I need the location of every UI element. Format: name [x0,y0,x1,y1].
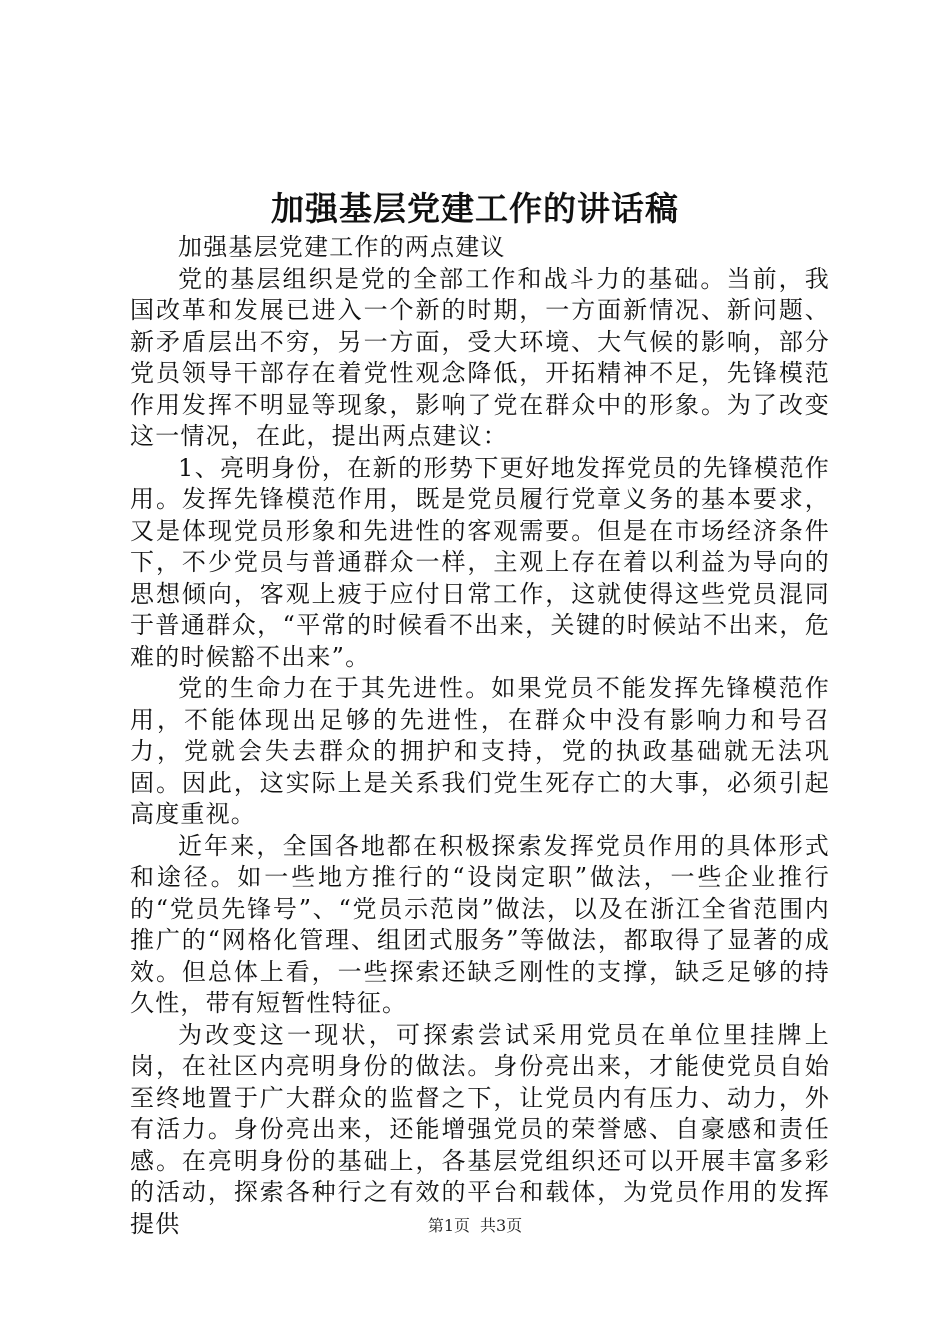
document-title: 加强基层党建工作的讲话稿 [271,189,679,228]
paragraph-intro: 党的基层组织是党的全部工作和战斗力的基础。当前，我国改革和发展已进入一个新的时期，一方面新情况、新问题、新矛盾层出不穷，另一方面，受大环境、大气候的影响，部分党员领导干部存在着党性观念降低，开拓精神不足，先锋模范作用发挥不明显等现象，影响了党在群众中的形象。为了改变这一情况，在此，提出两点建议： [130,264,830,450]
document-body [130,232,830,1240]
page-total: 共3页 [480,1216,523,1235]
page-number: 第1页 [427,1216,470,1235]
paragraph-vitality: 党的生命力在于其先进性。如果党员不能发挥先锋模范作用，不能体现出足够的先进性，在群众中没有影响力和号召力，党就会失去群众的拥护和支持，党的执政基础就无法巩固。因此，这实际上是关系我们党生死存亡的大事，必须引起高度重视。 [130,674,830,828]
paragraph-recent-years: 近年来，全国各地都在积极探索发挥党员作用的具体形式和途径。如一些地方推行的“设岗定职”做法，一些企业推行的“党员先锋号”、“党员示范岗”做法，以及在浙江全省范围内推广的“网格化管理、组团式服务”等做法，都取得了显著的成效。但总体上看，一些探索还缺乏刚性的支撑，缺乏足够的持久性，带有短暂性特征。 [130,831,830,1017]
section-subtitle: 加强基层党建工作的两点建议 [178,233,506,261]
page-footer [0,1214,950,1238]
paragraph-proposal: 为改变这一现状，可探索尝试采用党员在单位里挂牌上岗，在社区内亮明身份的做法。身份亮出来，才能使党员自始至终地置于广大群众的监督之下，让党员内有压力、动力，外有活力。身份亮出来，还能增强党员的荣誉感、自豪感和责任感。在亮明身份的基础上，各基层党组织还可以开展丰富多彩的活动，探索各种行之有效的平台和载体，为党员作用的发挥提供 [130,1020,830,1238]
paragraph-point-1: 1、亮明身份，在新的形势下更好地发挥党员的先锋模范作用。发挥先锋模范作用，既是党员履行党章义务的基本要求，又是体现党员形象和先进性的客观需要。但是在市场经济条件下，不少党员与普通群众一样，主观上存在着以利益为导向的思想倾向，客观上疲于应付日常工作，这就使得这些党员混同于普通群众，“平常的时候看不出来，关键的时候站不出来，危难的时候豁不出来”。 [130,453,830,671]
